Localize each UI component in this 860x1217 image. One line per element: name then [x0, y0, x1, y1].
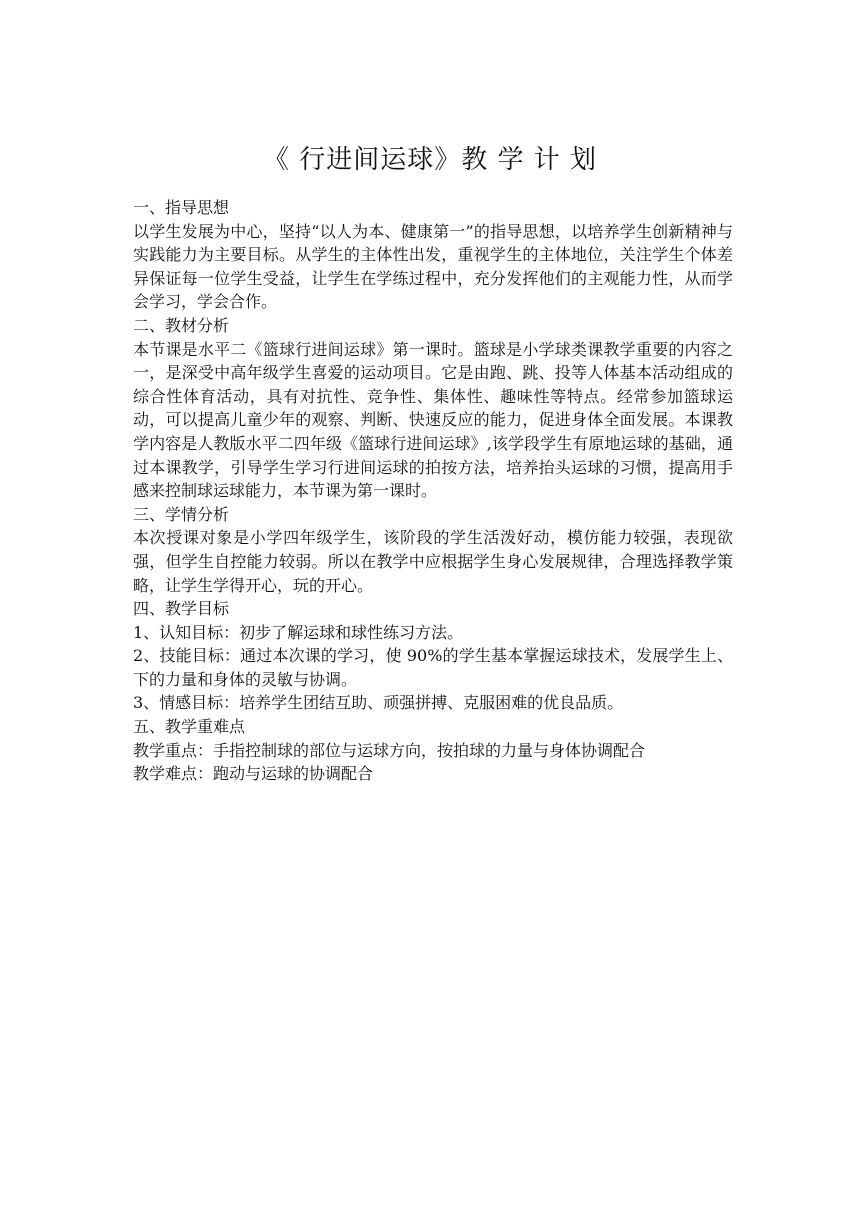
section-heading-student-analysis: 三、学情分析: [133, 504, 230, 524]
section-heading-guiding-ideology: 一、指导思想: [133, 198, 230, 217]
section-paragraph-material-analysis: 本节课是水平二《篮球行进间运球》第一课时。篮球是小学球类课教学重要的内容之一，是深受中高年级学生喜爱的运动项目。它是由跑、跳、投等人体基本活动组成的综合性体育活动，具有对抗性、竞争性、集体性、趣味性等特点。经常参加篮球运动，可以提高儿童少年的观察、判断、快速反应的能力，促进身体全面发展。本课教学内容是人教版水平二四年级《篮球行进间运球》,该学段学生有原地运球的基础，通过本课教学，引导学生学习行进间运球的拍按方法，培养抬头运球的习惯，提高用手感来控制球运球能力，本节课为第一课时。: [133, 339, 733, 501]
goal-emotional: 3、情感目标：培养学生团结互助、顽强拼搏、克服困难的优良品质。: [133, 693, 624, 713]
goal-skill: 2、技能目标：通过本次课的学习，使 90%的学生基本掌握运球技术，发展学生上、下的力量和身体的灵敏与协调。: [133, 646, 733, 689]
section-heading-material-analysis: 二、教材分析: [133, 315, 230, 335]
goal-cognitive: 1、认知目标：初步了解运球和球性练习方法。: [133, 622, 464, 642]
document-title: 《 行进间运球》教 学 计 划: [262, 145, 598, 175]
document-body: [133, 196, 733, 786]
section-heading-teaching-goals: 四、教学目标: [133, 599, 230, 619]
section-paragraph-guiding-ideology: 以学生发展为中心，坚持“以人为本、健康第一”的指导思想，以培养学生创新精神与实践能力为主要目标。从学生的主体性出发，重视学生的主体地位，关注学生个体差异保证每一位学生受益，让学生在学练过程中，充分发挥他们的主观能力性，从而学会学习，学会合作。: [133, 221, 733, 312]
key-point: 教学重点：手指控制球的部位与运球方向，按拍球的力量与身体协调配合: [133, 740, 646, 760]
section-paragraph-student-analysis: 本次授课对象是小学四年级学生，该阶段的学生活泼好动，模仿能力较强，表现欲强，但学生自控能力较弱。所以在教学中应根据学生身心发展规律，合理选择教学策略，让学生学得开心，玩的开心。: [133, 528, 733, 595]
section-heading-key-difficult-points: 五、教学重难点: [133, 717, 246, 737]
difficult-point: 教学难点：跑动与运球的协调配合: [133, 764, 374, 784]
